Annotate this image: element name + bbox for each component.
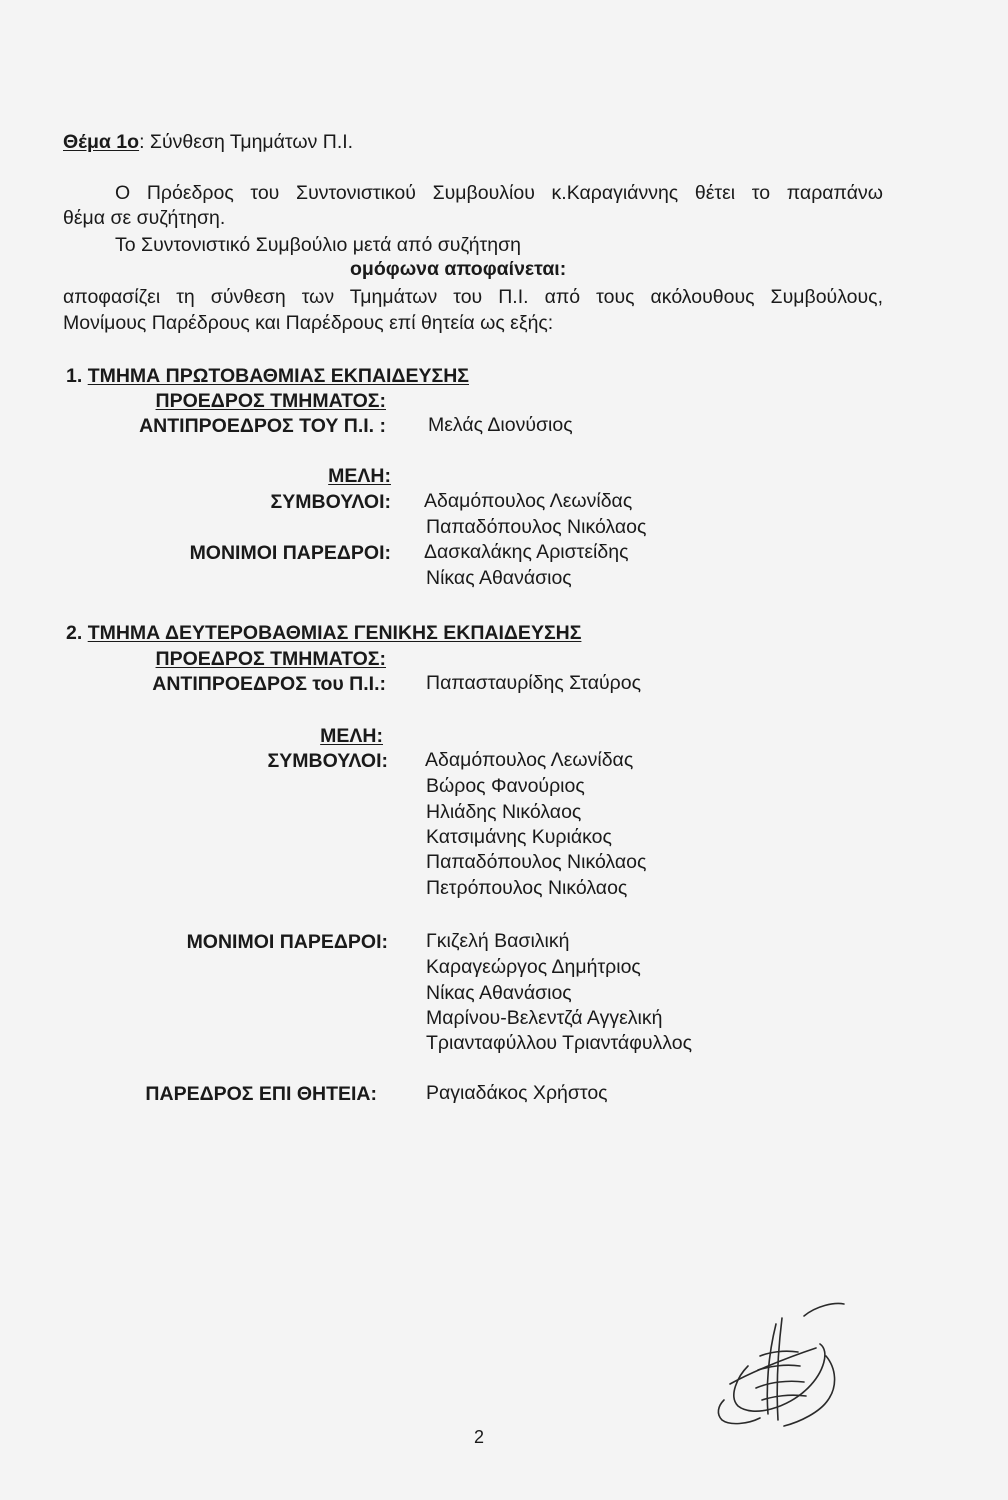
section-2-permanent-member: Νίκας Αθανάσιος	[426, 982, 572, 1004]
section-1-permanent-label: ΜΟΝΙΜΟΙ ΠΑΡΕΔΡΟΙ:	[189, 542, 391, 564]
section-2-advisor: Παπαδόπουλος Νικόλαος	[426, 851, 647, 873]
section-2-advisor: Κατσιμάνης Κυριάκος	[426, 826, 612, 848]
section-2-permanent-member: Μαρίνου-Βελεντζά Αγγελική	[426, 1007, 663, 1029]
section-2-advisor: Βώρος Φανούριος	[426, 775, 585, 797]
section-2-advisors-label: ΣΥΜΒΟΥΛΟΙ:	[267, 750, 388, 772]
section-2-permanent-member: Γκιζελή Βασιλική	[426, 930, 570, 952]
section-2-vice-label: ΑΝΤΙΠΡΟΕΔΡΟΣ του Π.Ι.:	[152, 673, 386, 695]
topic-title: Σύνθεση Τμημάτων Π.Ι.	[149, 131, 354, 153]
intro-p3-line1: αποφασίζει τη σύνθεση των Τμημάτων του Π.Ι. από τους ακόλουθους Συμβούλους,	[63, 286, 883, 308]
section-2-term-name: Ραγιαδάκος Χρήστος	[426, 1082, 608, 1104]
decision-text: ομόφωνα αποφαίνεται:	[350, 258, 567, 280]
section-1-president-label: ΠΡΟΕΔΡΟΣ ΤΜΗΜΑΤΟΣ:	[155, 390, 386, 412]
section-1-vice-label: ΑΝΤΙΠΡΟΕΔΡΟΣ ΤΟΥ Π.Ι. :	[139, 415, 386, 437]
section-2-title: ΤΜΗΜΑ ΔΕΥΤΕΡΟΒΑΘΜΙΑΣ ΓΕΝΙΚΗΣ ΕΚΠΑΙΔΕΥΣΗΣ	[87, 622, 582, 644]
section-2-term-label: ΠΑΡΕΔΡΟΣ ΕΠΙ ΘΗΤΕΙΑ:	[145, 1083, 377, 1105]
intro-p1-line2: θέμα σε συζήτηση.	[63, 207, 226, 229]
section-2-vice-name: Παπασταυρίδης Σταύρος	[426, 672, 641, 694]
section-2-permanent-label: ΜΟΝΙΜΟΙ ΠΑΡΕΔΡΟΙ:	[186, 931, 388, 953]
section-2-permanent-member: Καραγεώργος Δημήτριος	[426, 956, 641, 978]
section-1-permanent-member: Δασκαλάκης Αριστείδης	[424, 541, 629, 563]
section-2-heading	[66, 621, 581, 645]
section-2-number: 2.	[66, 622, 83, 644]
topic-label: Θέμα 1ο	[63, 131, 140, 153]
section-2-advisor: Ηλιάδης Νικόλαος	[426, 801, 582, 823]
section-2-president-label: ΠΡΟΕΔΡΟΣ ΤΜΗΜΑΤΟΣ:	[155, 648, 386, 670]
section-1-number: 1.	[66, 365, 83, 387]
section-1-advisor: Παπαδόπουλος Νικόλαος	[426, 516, 647, 538]
page-number: 2	[474, 1427, 485, 1447]
section-1-permanent-member: Νίκας Αθανάσιος	[426, 567, 572, 589]
section-2-advisor: Πετρόπουλος Νικόλαος	[426, 877, 628, 899]
section-1-advisors-label: ΣΥΜΒΟΥΛΟΙ:	[270, 491, 391, 513]
signature-mark	[708, 1296, 848, 1436]
section-2-permanent-member: Τριανταφύλλου Τριαντάφυλλος	[426, 1032, 692, 1054]
section-2-members-label: ΜΕΛΗ:	[320, 725, 383, 747]
section-1-vice-name: Μελάς Διονύσιος	[428, 414, 573, 436]
topic-colon: :	[139, 131, 145, 153]
section-2-advisor: Αδαμόπουλος Λεωνίδας	[425, 749, 634, 771]
section-1-members-label: ΜΕΛΗ:	[328, 465, 391, 487]
topic-line	[63, 130, 353, 154]
intro-p2: Το Συντονιστικό Συμβούλιο μετά από συζήτηση	[115, 234, 521, 256]
intro-p3-line2: Μονίμους Παρέδρους και Παρέδρους επί θητεία ως εξής:	[63, 312, 554, 334]
intro-p1-line1: Ο Πρόεδρος του Συντονιστικού Συμβουλίου κ.Καραγιάννης θέτει το παραπάνω	[115, 182, 883, 204]
section-1-title: ΤΜΗΜΑ ΠΡΩΤΟΒΑΘΜΙΑΣ ΕΚΠΑΙΔΕΥΣΗΣ	[87, 365, 469, 387]
section-1-advisor: Αδαμόπουλος Λεωνίδας	[424, 490, 633, 512]
section-1-heading	[66, 364, 469, 388]
